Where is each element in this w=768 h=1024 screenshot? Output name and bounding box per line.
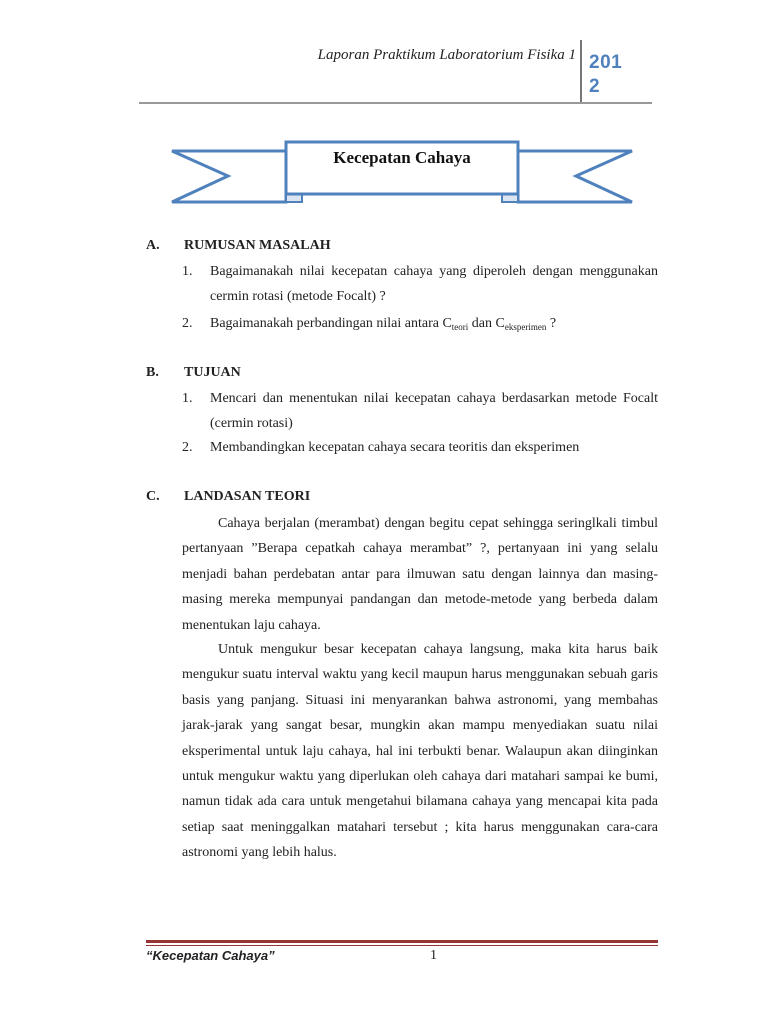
list-text: Bagaimanakah perbandingan nilai antara $C_{teori}$ dan $C_{eksperimen}$ ? bbox=[210, 316, 557, 332]
section-letter: A. bbox=[146, 238, 160, 253]
header-year bbox=[589, 51, 639, 99]
header-year-line1: 201 bbox=[589, 52, 623, 73]
list-number: 2. bbox=[182, 316, 193, 331]
list-text: Bagaimanakah nilai kecepatan cahaya yang diperoleh dengan menggunakan cermin rotasi (metode Focalt) ? bbox=[210, 264, 658, 304]
list-number: 1. bbox=[182, 391, 193, 406]
page-number: 1 bbox=[430, 948, 437, 963]
section-title: LANDASAN TEORI bbox=[184, 489, 311, 504]
section-letter: C. bbox=[146, 489, 160, 504]
list-text: Mencari dan menentukan nilai kecepatan cahaya berdasarkan metode Focalt (cermin rotasi) bbox=[210, 391, 658, 431]
footer-rule-thin bbox=[146, 945, 658, 946]
list-number: 1. bbox=[182, 264, 193, 279]
section-title: TUJUAN bbox=[184, 365, 241, 380]
list-number: 2. bbox=[182, 440, 193, 455]
header-year-line2: 2 bbox=[589, 76, 601, 97]
section-title: RUMUSAN MASALAH bbox=[184, 238, 331, 253]
paragraph: Untuk mengukur besar kecepatan cahaya langsung, maka kita harus baik mengukur suatu interval waktu yang kecil maupun harus menggunakan sebuah garis basis yang panjang. Situasi ini menyarankan bahwa astronomi, yang membahas jarak-jarak yang sangat besar, mungkin akan mampu menyediakan suatu nilai eksperimental untuk laju cahaya, hal ini terbukti benar. Walaupun akan diinginkan untuk mengukur waktu yang diperlukan oleh cahaya dari matahari sampai ke bumi, namun tidak ada cara untuk mengetahui bilamana cahaya yang mencapai kita pada setiap saat meninggalkan matahari tersebut ; kita harus menggunakan cara-cara astronomi yang lebih halus. bbox=[182, 642, 658, 861]
footer-title: “Kecepatan Cahaya” bbox=[146, 948, 275, 963]
ribbon-title: Kecepatan Cahaya bbox=[333, 148, 471, 167]
subscript-eksperimen: eksperimen bbox=[504, 322, 547, 332]
subscript-teori: teori bbox=[451, 322, 469, 332]
list-text: Membandingkan kecepatan cahaya secara teoritis dan eksperimen bbox=[210, 440, 580, 455]
paragraph: Cahaya berjalan (merambat) dengan begitu cepat sehingga seringlkali timbul pertanyaan ”Berapa cepatkah cahaya merambat” ?, pertanyaan ini yang selalu menjadi bahan perdebatan antar para ilmuwan satu dengan lainnya dan masing-masing mereka mempunyai pandangan dan metode-metode yang berbeda dalam menentukan laju cahaya. bbox=[182, 516, 658, 633]
footer-rule-thick bbox=[146, 940, 658, 943]
title-ribbon bbox=[168, 140, 636, 210]
header-divider bbox=[580, 40, 582, 104]
section-letter: B. bbox=[146, 365, 159, 380]
header-rule bbox=[139, 102, 652, 104]
header-title: Laporan Praktikum Laboratorium Fisika 1 bbox=[317, 47, 576, 63]
